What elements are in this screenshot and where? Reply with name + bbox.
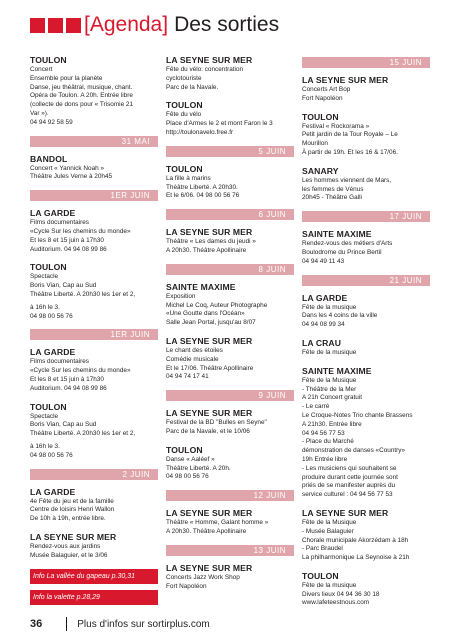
event-detail-line: Théâtre Jules Verne à 20h45 [30,173,113,181]
event-detail-line: Chorale municipale Akorzédam à 18h [302,536,409,544]
event-detail-line: Fête de la Musique [302,518,357,526]
event-item [30,262,158,321]
event-detail-line: Fort Napoléon [166,582,207,590]
event-detail-line: Fête de la musique [302,303,357,311]
event-item [302,229,430,266]
event-detail-line: Théâtre Liberté. A 20h30. [166,183,238,191]
event-item [302,338,430,358]
event-item [166,227,294,256]
event-detail-line: Et le 6/06. 04 98 00 56 76 [166,192,240,200]
event-location: SAINTE MAXIME [166,281,236,292]
event-detail-line: 04 94 92 58 59 [30,118,73,126]
date-banner: 15 JUIN [302,57,430,68]
event-item [302,75,430,104]
event-detail-line: 04 94 74 17 41 [166,373,209,381]
event-location: LA CRAU [302,337,342,348]
event-detail-line: à 16h le 3. [30,442,60,450]
event-detail-line: Boris Vian, Cap au Sud [30,282,97,290]
event-detail-line: Spectacle [30,412,59,420]
event-detail-line: Place d'Armes le 2 et mont Faron le 3 [166,120,273,128]
date-banner: 1ER JUIN [30,329,158,340]
event-location: LA SEYNE SUR MER [166,408,253,419]
column-3 [302,55,430,616]
event-detail-line: Michel Le Coq, Auteur Photographe [166,301,268,309]
event-item [302,166,430,203]
event-detail-line: Salle Jean Portal, jusqu'au 8/07 [166,319,256,327]
event-detail-line: Fête du vélo [166,111,202,119]
date-banner: 31 MAI [30,136,158,147]
event-location: LA SEYNE SUR MER [166,55,253,65]
event-detail-line: Le Croque-Notes Trio chante Brassens [302,411,413,419]
footer-divider [66,617,67,631]
event-detail-line: Mourillon [302,140,328,148]
event-detail-line: - Les musiciens qui souhaitent se [302,464,397,472]
event-detail-line: Films documentaires [30,219,89,227]
event-detail-line: Auditorium. 04 94 08 99 86 [30,384,107,392]
event-detail-line: Danse « Aaléef » [166,455,215,463]
event-detail-line: - Place du Marché [302,438,354,446]
event-location: TOULON [166,163,203,174]
event-item [30,208,158,254]
event-detail-line: Auditorium. 04 94 08 99 86 [30,245,107,253]
event-detail-line: Le chant des étoiles [166,346,223,354]
event-location: SANARY [302,165,339,176]
event-detail-line: priés de se manifester auprès du [302,482,396,490]
agenda-label: [Agenda] [84,13,169,36]
event-detail-line: 04 98 00 56 76 [30,451,73,459]
event-item [302,112,430,158]
event-location: LA GARDE [302,292,348,303]
event-item [302,571,430,608]
event-location: LA SEYNE SUR MER [166,335,253,346]
event-detail-line: - Le carré [302,403,330,411]
event-detail-line: À partir de 19h. Et les 16 & 17/06. [302,148,398,156]
event-detail-line: «Cycle Sur les chemins du monde» [30,367,131,375]
info-banner: Info La vallée du gapeau p.30,31 [30,569,158,584]
event-location: LA SEYNE SUR MER [166,227,253,238]
event-detail-line: Et les 8 et 15 juin à 17h30 [30,236,104,244]
event-detail-line: Opéra de Toulon. A 20h. Entrée libre [30,92,133,100]
event-detail-line: Dans les 4 coins de la ville [302,312,378,320]
event-detail-line: Exposition [166,292,196,300]
event-location: LA SEYNE SUR MER [166,562,253,573]
event-detail-line: Les hommes viennent de Mars, [302,176,392,184]
event-item [166,336,294,382]
event-item [166,508,294,537]
event-detail-line: à 16h le 3. [30,303,60,311]
event-item [302,366,430,500]
event-item [302,293,430,330]
event-detail-line: http://toulonavelo.free.fr [166,128,234,136]
event-detail-line: - Théâtre de la Mer [302,385,357,393]
event-detail-line: Spectacle [30,273,59,281]
event-detail-line: Festival « Rockorama » [302,122,370,130]
event-location: LA SEYNE SUR MER [302,507,389,518]
event-detail-line: Boulodrome du Prince Bertil [302,248,382,256]
event-detail-line: Concerts Art Bop [302,86,351,93]
event-item [166,408,294,437]
date-banner: 21 JUIN [302,275,430,286]
event-detail-line: Films documentaires [30,358,89,366]
event-item [30,532,158,561]
event-location: LA GARDE [30,486,76,497]
date-banner: 17 JUIN [302,211,430,222]
page-number: 36 [30,618,43,630]
event-detail-line: Rendez-vous des métiers d'Arts [302,240,393,248]
event-detail-line: 04 98 00 56 76 [166,473,209,481]
event-detail-line: A 21h Concert gratuit [302,394,363,402]
event-detail-line: Fort Napoléon [302,94,343,102]
date-banner: 5 JUIN [166,146,294,157]
event-detail-line: Fête de la musique [302,348,357,356]
event-detail-line: Et les 8 et 15 juin à 17h30 [30,375,104,383]
event-detail-line: La fille à marins [166,174,211,182]
event-item [302,508,430,563]
event-detail-line: Concert « Yannick Noah » [30,164,105,172]
event-detail-line: Musée Balaguier, et le 3/06 [30,551,108,559]
page-footer [30,615,210,633]
event-detail-line: produire durant cette journée sont [302,473,398,481]
red-square-icon [66,18,81,33]
event-detail-line: 04 94 56 77 53 [302,429,345,437]
date-banner: 13 JUIN [166,545,294,556]
event-detail-line: 04 94 49 11 43 [302,257,345,265]
event-location: TOULON [302,111,339,122]
event-location: TOULON [302,570,339,581]
event-item [30,347,158,393]
page-title: Des sorties [174,13,280,36]
date-banner: 9 JUIN [166,390,294,401]
event-item [30,487,158,524]
event-location: TOULON [30,55,67,65]
event-detail-line: (collecte de dons pour « Trisomie 21 [30,101,134,109]
event-detail-line: Festival de la BD "Bulles en Seyne" [166,419,267,427]
event-location: LA SEYNE SUR MER [30,531,117,542]
event-detail-line: Ensemble pour la planète [30,74,103,82]
event-location: LA GARDE [30,208,76,219]
event-location: LA SEYNE SUR MER [302,75,389,85]
event-location: BANDOL [30,153,68,164]
event-detail-line: Divers lieux 04 94 36 30 18 [302,590,380,598]
event-item [166,164,294,201]
event-detail-line: «Une Goutte dans l'Océan» [166,310,245,318]
event-detail-line: De 10h à 19h, entrée libre. [30,515,106,523]
event-detail-line: Parc de la Navale, et le 10/06 [166,427,250,435]
event-item [30,402,158,461]
column-1 [30,55,158,611]
date-banner: 12 JUIN [166,490,294,501]
event-detail-line: Concerts Jazz Work Shop [166,573,240,581]
event-detail-line: «Cycle Sur les chemins du monde» [30,227,131,235]
event-location: LA SEYNE SUR MER [166,508,253,519]
event-detail-line: 04 98 00 56 76 [30,312,73,320]
event-detail-line: Fête de la Musique [302,376,357,384]
event-detail-line: Petit jardin de la Tour Royale – Le [302,131,398,139]
event-detail-line: 04 94 08 99 34 [302,321,345,329]
event-detail-line: démonstration de danses «Country» [302,447,406,455]
red-square-icon [48,18,63,33]
page-header [30,12,279,38]
event-item [166,563,294,592]
event-detail-line: service culturel : 04 94 56 77 53 [302,491,393,499]
event-item [166,55,294,92]
event-location: TOULON [166,444,203,455]
event-detail-line: Fête de la musique [302,581,357,589]
event-location: TOULON [30,401,67,412]
event-detail-line: Théâtre « Homme, Galant homme » [166,519,269,527]
event-item [166,445,294,482]
event-detail-line: La philharmonique La Seynoise à 21h [302,554,410,562]
event-detail-line: Théâtre Liberté. A 20h30 les 1er et 2, [30,290,136,298]
event-item [30,55,158,128]
event-detail-line: Et le 17/06. Théâtre Apollinaire [166,364,254,372]
event-location: SAINTE MAXIME [302,229,372,240]
event-detail-line: 20h45 - Théâtre Galli [302,194,362,202]
event-detail-line: 4e Fête du jeu et de la famille [30,497,114,505]
event-detail-line: A 21h30. Entrée libre [302,420,362,428]
event-location: TOULON [166,100,203,111]
event-detail-line: Var »). [30,109,49,117]
column-2 [166,55,294,599]
date-banner: 2 JUIN [30,469,158,480]
event-detail-line: Fête du vélo: concentration [166,66,244,73]
event-detail-line: cyclotouriste [166,74,202,82]
event-detail-line: Rendez-vous aux jardins [30,542,101,550]
event-detail-line: Danse, jeu théâtral, musique, chant. [30,83,133,91]
event-detail-line: les femmes de Vénus [302,185,364,193]
event-location: TOULON [30,262,67,273]
event-detail-line: Théâtre Liberté. A 20h. [166,464,231,472]
event-detail-line: 19h Entrée libre [302,455,348,463]
event-location: SAINTE MAXIME [302,365,372,376]
event-detail-line: A 20h30. Théâtre Apollinaire [166,246,247,254]
red-square-icon [30,18,45,33]
footer-link-text: Plus d'infos sur sortirplus.com [77,618,210,630]
event-detail-line: Théâtre Liberté. A 20h30 les 1er et 2, [30,430,136,438]
date-banner: 1ER JUIN [30,190,158,201]
event-detail-line: - Musée Balaguier [302,527,354,535]
event-detail-line: - Parc Braudel [302,545,343,553]
event-item [30,154,158,183]
event-detail-line: www.lafeteestnous.com [302,599,370,607]
event-detail-line: A 20h30. Théâtre Apollinaire [166,527,247,535]
event-detail-line: Théâtre « Les dames du jeudi » [166,238,256,246]
event-detail-line: Parc de la Navale. [166,83,219,91]
info-banner: Info la valette p.28,29 [30,590,158,605]
event-item [166,100,294,137]
event-item [166,282,294,328]
event-detail-line: Concert [30,66,53,73]
event-detail-line: Centre de loisirs Henri Wallon [30,506,115,514]
date-banner: 6 JUIN [166,209,294,220]
event-detail-line: Boris Vian, Cap au Sud [30,421,97,429]
date-banner: 8 JUIN [166,264,294,275]
event-detail-line: Comédie musicale [166,355,219,363]
event-location: LA GARDE [30,347,76,358]
